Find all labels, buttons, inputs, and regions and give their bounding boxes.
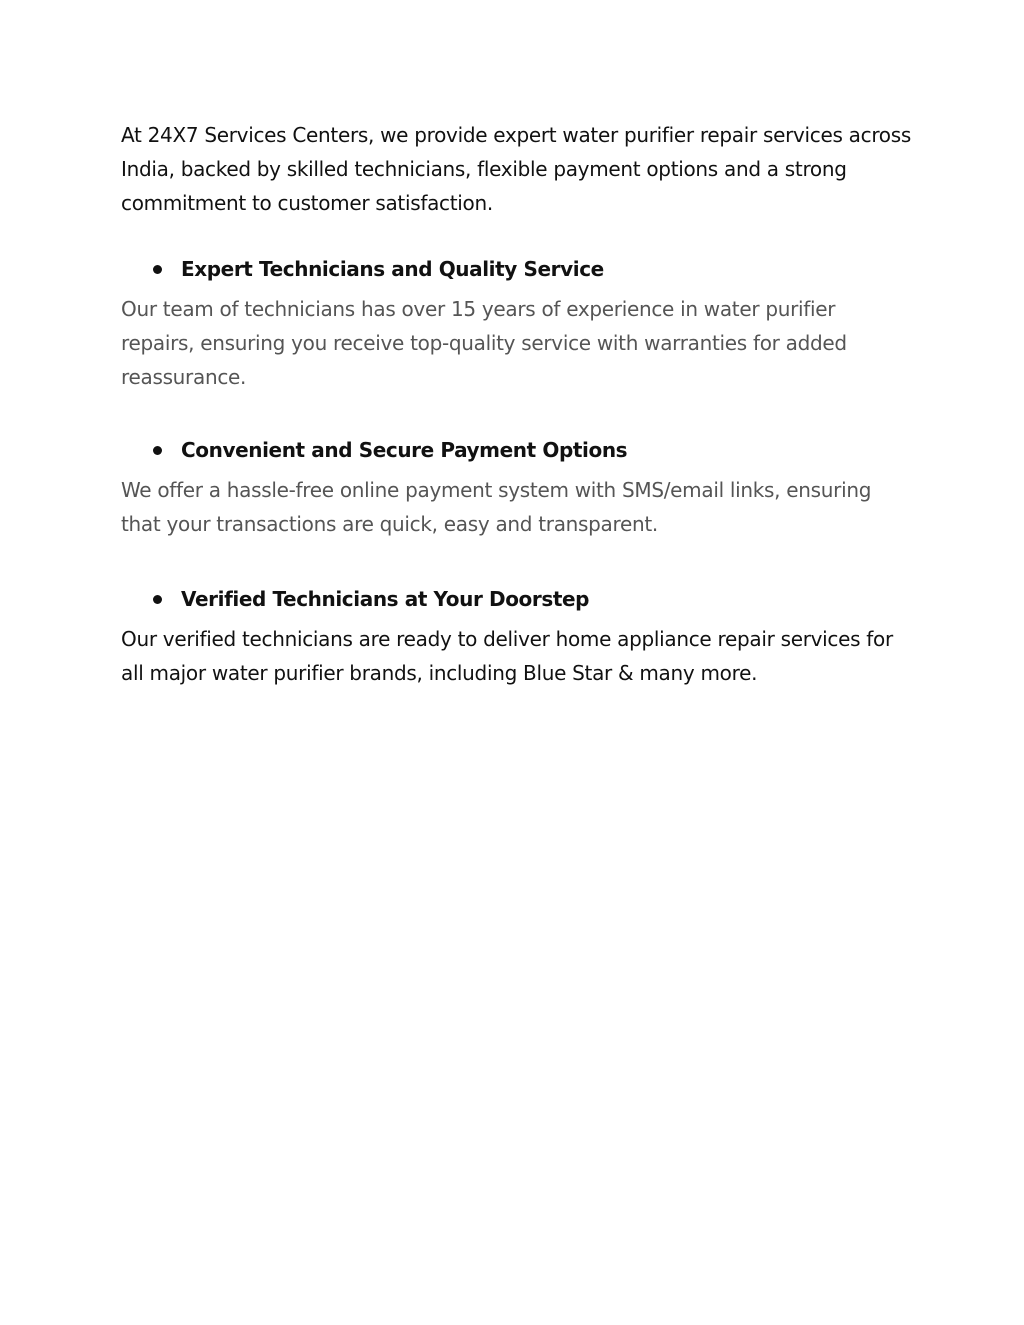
section-body: Our verified technicians are ready to deliver home appliance repair services for all major water purifier brands, including Blue Star & many more. bbox=[121, 627, 893, 685]
section-body: We offer a hassle-free online payment system with SMS/email links, ensuring that your transactions are quick, easy and transparent. bbox=[121, 478, 872, 536]
section-payment-options bbox=[121, 433, 911, 541]
bullet-dot-icon bbox=[153, 265, 162, 274]
section-verified-technicians bbox=[121, 582, 911, 690]
bullet-item bbox=[153, 582, 911, 616]
bullet-item bbox=[153, 252, 911, 286]
bullet-dot-icon bbox=[153, 595, 162, 604]
document-page bbox=[121, 118, 911, 690]
intro-paragraph: At 24X7 Services Centers, we provide expert water purifier repair services across India, backed by skilled technicians, flexible payment options and a strong commitment to customer satisfaction. bbox=[121, 123, 911, 215]
section-heading: Convenient and Secure Payment Options bbox=[181, 438, 628, 462]
section-heading: Expert Technicians and Quality Service bbox=[181, 257, 604, 281]
section-heading: Verified Technicians at Your Doorstep bbox=[181, 587, 590, 611]
section-expert-technicians bbox=[121, 252, 911, 394]
section-body: Our team of technicians has over 15 years of experience in water purifier repairs, ensuring you receive top-quality service with warranties for added reassurance. bbox=[121, 297, 847, 389]
bullet-dot-icon bbox=[153, 446, 162, 455]
bullet-item bbox=[153, 433, 911, 467]
